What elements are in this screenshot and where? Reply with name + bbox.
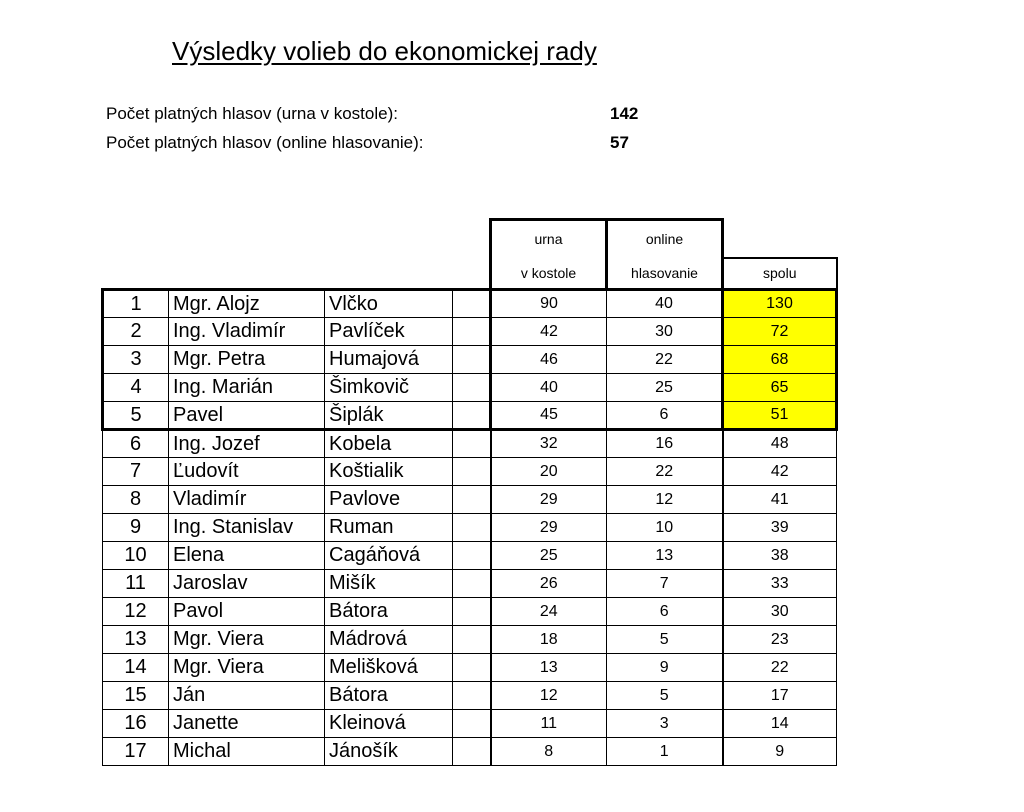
first-name-cell: Mgr. Petra — [169, 346, 325, 374]
online-votes-cell: 3 — [607, 710, 723, 738]
header-total: spolu — [723, 258, 837, 290]
blank-cell — [453, 738, 491, 766]
online-votes-cell: 6 — [607, 598, 723, 626]
blank-cell — [453, 514, 491, 542]
first-name-cell: Pavel — [169, 402, 325, 430]
blank-cell — [453, 374, 491, 402]
total-votes-cell: 130 — [723, 290, 837, 318]
blank-cell — [453, 458, 491, 486]
blank-cell — [453, 318, 491, 346]
online-votes-cell: 7 — [607, 570, 723, 598]
total-votes-cell: 41 — [723, 486, 837, 514]
online-votes-cell: 6 — [607, 402, 723, 430]
table-row — [103, 570, 837, 598]
rank-cell: 7 — [103, 458, 169, 486]
urna-votes-cell: 20 — [491, 458, 607, 486]
rank-cell: 16 — [103, 710, 169, 738]
table-row — [103, 346, 837, 374]
last-name-cell: Šimkovič — [325, 374, 453, 402]
last-name-cell: Ruman — [325, 514, 453, 542]
rank-cell: 2 — [103, 318, 169, 346]
last-name-cell: Pavlove — [325, 486, 453, 514]
first-name-cell: Mgr. Alojz — [169, 290, 325, 318]
total-votes-cell: 17 — [723, 682, 837, 710]
first-name-cell: Ján — [169, 682, 325, 710]
first-name-cell: Ing. Marián — [169, 374, 325, 402]
total-votes-cell: 42 — [723, 458, 837, 486]
table-row — [103, 318, 837, 346]
urna-votes-cell: 29 — [491, 514, 607, 542]
stat-label-church: Počet platných hlasov (urna v kostole): — [106, 104, 398, 123]
urna-votes-cell: 11 — [491, 710, 607, 738]
page-title: Výsledky volieb do ekonomickej rady — [172, 36, 597, 66]
online-votes-cell: 1 — [607, 738, 723, 766]
first-name-cell: Jaroslav — [169, 570, 325, 598]
first-name-cell: Michal — [169, 738, 325, 766]
first-name-cell: Pavol — [169, 598, 325, 626]
blank-cell — [453, 290, 491, 318]
online-votes-cell: 25 — [607, 374, 723, 402]
urna-votes-cell: 32 — [491, 430, 607, 458]
total-votes-cell: 14 — [723, 710, 837, 738]
online-votes-cell: 22 — [607, 346, 723, 374]
last-name-cell: Mišík — [325, 570, 453, 598]
online-votes-cell: 5 — [607, 682, 723, 710]
online-votes-cell: 22 — [607, 458, 723, 486]
last-name-cell: Kleinová — [325, 710, 453, 738]
urna-votes-cell: 46 — [491, 346, 607, 374]
total-votes-cell: 22 — [723, 654, 837, 682]
header-urna-line2: v kostole — [491, 258, 607, 290]
last-name-cell: Bátora — [325, 598, 453, 626]
blank-cell — [453, 570, 491, 598]
total-votes-cell: 38 — [723, 542, 837, 570]
blank-cell — [453, 710, 491, 738]
header-row-2 — [103, 258, 837, 290]
last-name-cell: Kobela — [325, 430, 453, 458]
urna-votes-cell: 40 — [491, 374, 607, 402]
first-name-cell: Ing. Jozef — [169, 430, 325, 458]
rank-cell: 1 — [103, 290, 169, 318]
rank-cell: 9 — [103, 514, 169, 542]
rank-cell: 15 — [103, 682, 169, 710]
blank-cell — [453, 486, 491, 514]
first-name-cell: Vladimír — [169, 486, 325, 514]
blank-cell — [453, 346, 491, 374]
table-row — [103, 458, 837, 486]
rank-cell: 5 — [103, 402, 169, 430]
urna-votes-cell: 42 — [491, 318, 607, 346]
online-votes-cell: 10 — [607, 514, 723, 542]
first-name-cell: Ing. Vladimír — [169, 318, 325, 346]
header-row-1 — [103, 220, 837, 258]
urna-votes-cell: 13 — [491, 654, 607, 682]
total-votes-cell: 33 — [723, 570, 837, 598]
urna-votes-cell: 18 — [491, 626, 607, 654]
rank-cell: 10 — [103, 542, 169, 570]
header-urna-line1: urna — [491, 220, 607, 258]
last-name-cell: Pavlíček — [325, 318, 453, 346]
urna-votes-cell: 45 — [491, 402, 607, 430]
online-votes-cell: 16 — [607, 430, 723, 458]
total-votes-cell: 68 — [723, 346, 837, 374]
table-row — [103, 430, 837, 458]
urna-votes-cell: 12 — [491, 682, 607, 710]
blank-cell — [453, 682, 491, 710]
table-row — [103, 626, 837, 654]
first-name-cell: Elena — [169, 542, 325, 570]
total-votes-cell: 65 — [723, 374, 837, 402]
last-name-cell: Šiplák — [325, 402, 453, 430]
blank-cell — [453, 542, 491, 570]
last-name-cell: Melišková — [325, 654, 453, 682]
last-name-cell: Jánošík — [325, 738, 453, 766]
rank-cell: 8 — [103, 486, 169, 514]
online-votes-cell: 30 — [607, 318, 723, 346]
header-online-line2: hlasovanie — [607, 258, 723, 290]
table-row — [103, 402, 837, 430]
total-votes-cell: 51 — [723, 402, 837, 430]
first-name-cell: Janette — [169, 710, 325, 738]
last-name-cell: Vlčko — [325, 290, 453, 318]
urna-votes-cell: 8 — [491, 738, 607, 766]
rank-cell: 6 — [103, 430, 169, 458]
results-table — [101, 218, 838, 766]
rank-cell: 3 — [103, 346, 169, 374]
stat-value-online: 57 — [610, 133, 629, 152]
table-row — [103, 486, 837, 514]
first-name-cell: Mgr. Viera — [169, 626, 325, 654]
blank-cell — [453, 626, 491, 654]
table-row — [103, 654, 837, 682]
stat-value-church: 142 — [610, 104, 639, 123]
rank-cell: 13 — [103, 626, 169, 654]
blank-cell — [453, 430, 491, 458]
first-name-cell: Mgr. Viera — [169, 654, 325, 682]
online-votes-cell: 5 — [607, 626, 723, 654]
last-name-cell: Bátora — [325, 682, 453, 710]
online-votes-cell: 40 — [607, 290, 723, 318]
urna-votes-cell: 90 — [491, 290, 607, 318]
last-name-cell: Koštialik — [325, 458, 453, 486]
rank-cell: 4 — [103, 374, 169, 402]
total-votes-cell: 39 — [723, 514, 837, 542]
online-votes-cell: 13 — [607, 542, 723, 570]
rank-cell: 12 — [103, 598, 169, 626]
header-online-line1: online — [607, 220, 723, 258]
last-name-cell: Mádrová — [325, 626, 453, 654]
blank-cell — [453, 598, 491, 626]
total-votes-cell: 9 — [723, 738, 837, 766]
table-row — [103, 514, 837, 542]
urna-votes-cell: 24 — [491, 598, 607, 626]
blank-cell — [453, 402, 491, 430]
blank-cell — [453, 654, 491, 682]
online-votes-cell: 12 — [607, 486, 723, 514]
total-votes-cell: 72 — [723, 318, 837, 346]
table-row — [103, 374, 837, 402]
total-votes-cell: 23 — [723, 626, 837, 654]
first-name-cell: Ľudovít — [169, 458, 325, 486]
total-votes-cell: 30 — [723, 598, 837, 626]
online-votes-cell: 9 — [607, 654, 723, 682]
rank-cell: 14 — [103, 654, 169, 682]
table-row — [103, 542, 837, 570]
table-row — [103, 598, 837, 626]
urna-votes-cell: 29 — [491, 486, 607, 514]
table-row — [103, 290, 837, 318]
first-name-cell: Ing. Stanislav — [169, 514, 325, 542]
urna-votes-cell: 25 — [491, 542, 607, 570]
rank-cell: 11 — [103, 570, 169, 598]
table-row — [103, 682, 837, 710]
table-row — [103, 710, 837, 738]
last-name-cell: Humajová — [325, 346, 453, 374]
last-name-cell: Cagáňová — [325, 542, 453, 570]
urna-votes-cell: 26 — [491, 570, 607, 598]
total-votes-cell: 48 — [723, 430, 837, 458]
rank-cell: 17 — [103, 738, 169, 766]
stat-label-online: Počet platných hlasov (online hlasovanie): — [106, 133, 424, 152]
table-row — [103, 738, 837, 766]
